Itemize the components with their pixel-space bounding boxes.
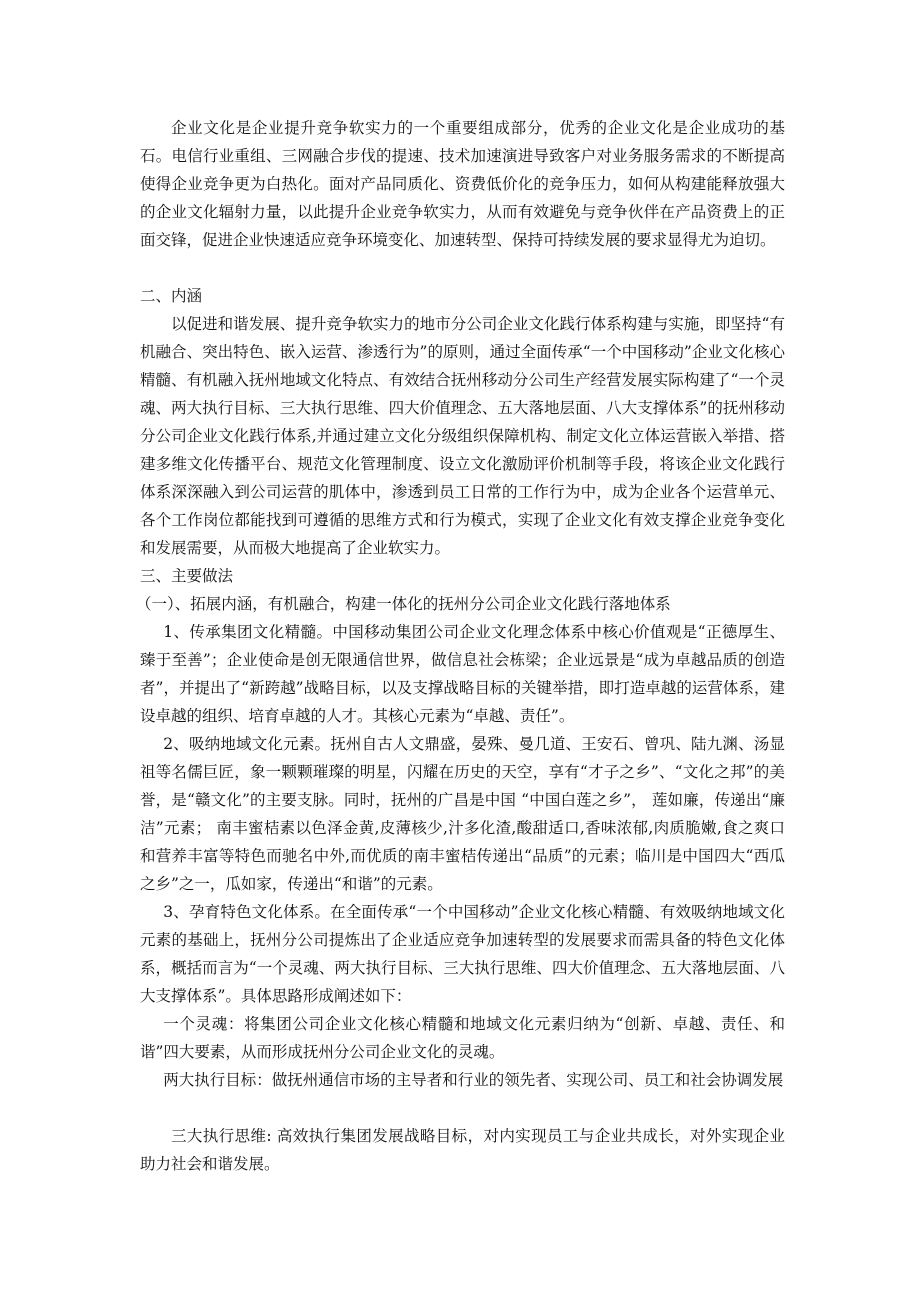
- section-heading-practices: 三、主要做法: [140, 567, 234, 585]
- item-paragraph-1: 1、传承集团文化精髓。中国移动集团公司企业文化理念体系中核心价值观是“正德厚生、臻于至善”；企业使命是创无限通信世界，做信息社会栋梁；企业远景是“成为卓越品质的创造者”，并提出了“新跨越”战略目标，以及支撑战略目标的关键举措，即打造卓越的运营体系，建设卓越的组织、培育卓越的人才。其核心元素为“卓越、责任”。: [140, 623, 785, 725]
- soul-paragraph: 一个灵魂：将集团公司企业文化核心精髓和地域文化元素归纳为“创新、卓越、责任、和谐”四大要素，从而形成抚州分公司企业文化的灵魂。: [140, 1015, 785, 1061]
- intro-paragraph: 企业文化是企业提升竞争软实力的一个重要组成部分，优秀的企业文化是企业成功的基石。电信行业重组、三网融合步伐的提速、技术加速演进导致客户对业务服务需求的不断提高使得企业竞争更为白热化。面对产品同质化、资费低价化的竞争压力，如何从构建能释放强大的企业文化辐射力量，以此提升企业竞争软实力，从而有效避免与竞争伙伴在产品资费上的正面交锋，促进企业快速适应竞争环境变化、加速转型、保持可持续发展的要求显得尤为迫切。: [140, 119, 785, 249]
- connotation-paragraph: 以促进和谐发展、提升竞争软实力的地市分公司企业文化践行体系构建与实施，即坚持“有机融合、突出特色、嵌入运营、渗透行为”的原则，通过全面传承“一个中国移动”企业文化核心精髓、有机融入抚州地域文化特点、有效结合抚州移动分公司生产经营发展实际构建了“一个灵魂、两大执行目标、三大执行思维、四大价值理念、五大落地层面、八大支撑体系”的抚州移动分公司企业文化践行体系,并通过建立文化分级组织保障机构、制定文化立体运营嵌入举措、搭建多维文化传播平台、规范文化管理制度、设立文化激励评价机制等手段，将该企业文化践行体系深深融入到公司运营的肌体中，渗透到员工日常的工作行为中，成为企业各个运营单元、各个工作岗位都能找到可遵循的思维方式和行为模式，实现了企业文化有效支撑企业竞争变化和发展需要，从而极大地提高了企业软实力。: [140, 315, 785, 557]
- section-heading-connotation: 二、内涵: [140, 287, 203, 305]
- subsection-heading-1: （一）、拓展内涵，有机融合，构建一体化的抚州分公司企业文化践行落地体系: [136, 595, 671, 613]
- item-paragraph-3: 3、孕育特色文化体系。在全面传承“一个中国移动”企业文化核心精髓、有效吸纳地域文化元素的基础上，抚州分公司提炼出了企业适应竞争加速转型的发展要求而需具备的特色文化体系，概括而言为“一个灵魂、两大执行目标、三大执行思维、四大价值理念、五大落地层面、八大支撑体系”。具体思路形成阐述如下：: [140, 903, 785, 1005]
- thinking-paragraph: 三大执行思维: 高效执行集团发展战略目标，对内实现员工与企业共成长，对外实现企业助力社会和谐发展。: [140, 1127, 785, 1173]
- item-paragraph-2: 2、吸纳地域文化元素。抚州自古人文鼎盛，晏殊、曼几道、王安石、曾巩、陆九渊、汤显祖等名儒巨匠，象一颗颗璀璨的明星，闪耀在历史的天空，享有“才子之乡”、“文化之邦”的美誉，是“赣文化”的主要支脉。同时，抚州的广昌是中国 “中国白莲之乡”， 莲如廉，传递出“廉洁”元素； 南丰蜜桔素以色泽金黄,皮薄核少,汁多化渣,酸甜适口,香味浓郁,肉质脆嫩,食之爽口和营养丰富等特色而驰名中外,而优质的南丰蜜桔传递出“品质”的元素；临川是中国四大“西瓜之乡”之一，瓜如家，传递出“和谐”的元素。: [140, 735, 785, 893]
- goals-paragraph: 两大执行目标：做抚州通信市场的主导者和行业的领先者、实现公司、员工和社会协调发展: [163, 1071, 784, 1089]
